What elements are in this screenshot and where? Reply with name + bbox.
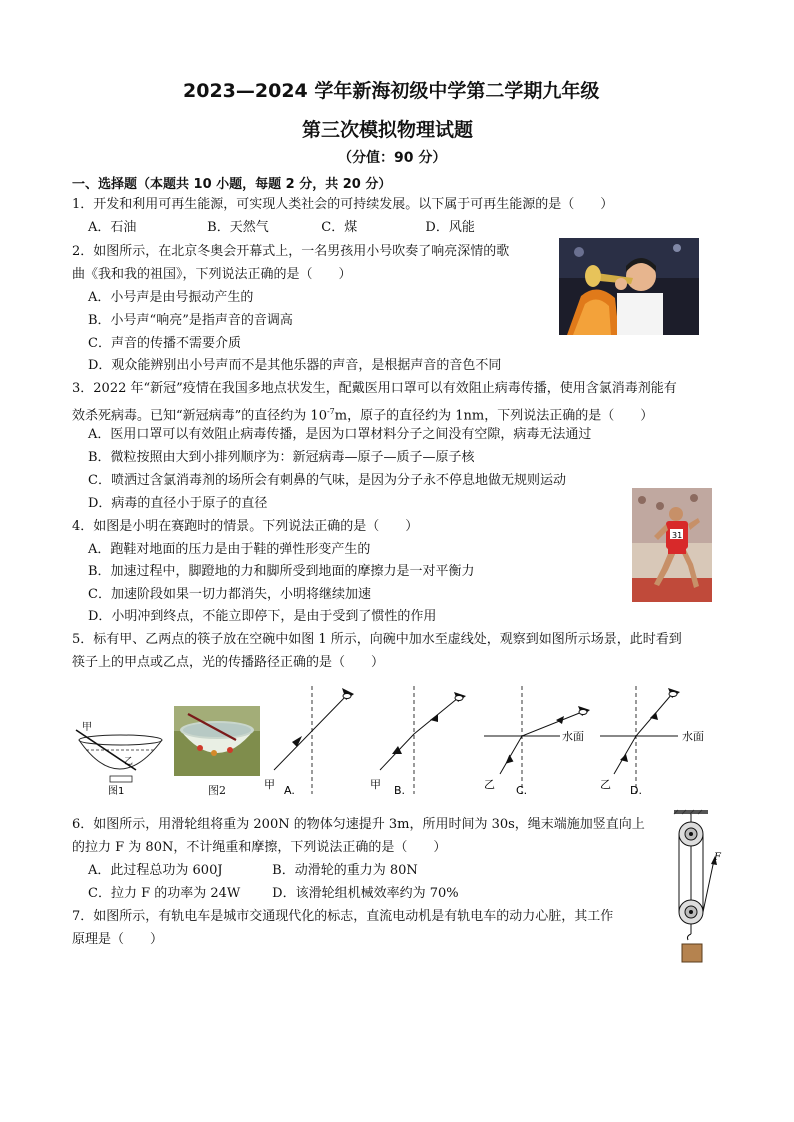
- light-path-option-b[interactable]: [368, 684, 468, 800]
- q6-option-b[interactable]: B．动滑轮的重力为 80N: [272, 863, 418, 878]
- q4-option-c[interactable]: C．加速阶段如果一切力都消失，小明将继续加速: [88, 587, 371, 602]
- q6-stem-line1: 6．如图所示，用滑轮组将重为 200N 的物体匀速提升 3m，所用时间为 30s，绳末端施加竖直向上: [72, 817, 645, 832]
- fig1-caption: 图1: [108, 786, 125, 797]
- opt-d-water-label: 水面: [682, 730, 704, 743]
- pulley-system-diagram: [664, 808, 728, 968]
- figure2-bowl-photo: [174, 706, 260, 776]
- q3-stem-part2: m，原子的直径约为 1nm，下列说法正确的是（ ）: [334, 408, 654, 424]
- opt-b-label-jia: 甲: [370, 778, 381, 791]
- q3-stem-line2: [72, 404, 653, 424]
- q2-option-a[interactable]: A．小号声是由号振动产生的: [88, 290, 254, 305]
- light-path-option-d[interactable]: [594, 684, 722, 800]
- opt-d-label: D.: [630, 784, 642, 797]
- q6-options-row1: [88, 863, 418, 879]
- q1-option-d[interactable]: D．风能: [425, 220, 475, 235]
- light-path-option-a[interactable]: [262, 684, 357, 800]
- opt-c-label: C.: [516, 784, 528, 797]
- q1-options: [88, 220, 475, 236]
- light-path-option-c[interactable]: [476, 684, 600, 800]
- opt-b-label: B.: [394, 784, 406, 797]
- q6-option-c[interactable]: C．拉力 F 的功率为 24W: [88, 886, 241, 901]
- q1-option-a[interactable]: A．石油: [88, 220, 137, 235]
- q6-options-row2: [88, 886, 459, 902]
- figure1-bowl: [74, 720, 169, 800]
- opt-d-label-yi: 乙: [600, 778, 611, 791]
- q4-stem: 4．如图是小明在赛跑时的情景。下列说法正确的是（ ）: [72, 519, 419, 534]
- q2-stem-line2: 曲《我和我的祖国》，下列说法正确的是（ ）: [72, 267, 352, 282]
- q4-option-d[interactable]: D．小明冲到终点，不能立即停下，是由于受到了惯性的作用: [88, 609, 437, 624]
- fig1-label-jia: 甲: [82, 722, 92, 733]
- q1-option-c[interactable]: C．煤: [321, 220, 358, 235]
- section-heading: 一、选择题（本题共 10 小题，每题 2 分，共 20 分）: [72, 177, 392, 192]
- q5-stem-line2: 筷子上的甲点或乙点，光的传播路径正确的是（ ）: [72, 655, 385, 670]
- exam-title-line1: 2023—2024 学年新海初级中学第二学期九年级: [183, 80, 600, 102]
- runner-photo: [632, 488, 712, 602]
- q3-option-c[interactable]: C．喷洒过含氯消毒剂的场所会有刺鼻的气味，是因为分子永不停息地做无规则运动: [88, 473, 566, 488]
- opt-c-label-yi: 乙: [484, 778, 495, 791]
- fig1-label-yi: 乙: [124, 757, 134, 767]
- bib-number: 31: [672, 531, 683, 540]
- q3-stem-line1: 3．2022 年“新冠”疫情在我国多地点状发生，配戴医用口罩可以有效阻止病毒传播，使用含氯消毒剂能有: [72, 381, 677, 396]
- force-label: F: [714, 852, 721, 863]
- q4-option-a[interactable]: A．跑鞋对地面的压力是由于鞋的弹性形变产生的: [88, 542, 371, 557]
- q6-option-d[interactable]: D．该滑轮组机械效率约为 70%: [272, 886, 459, 901]
- fig2-caption: 图2: [208, 784, 226, 797]
- q1-stem: 1．开发和利用可再生能源，可实现人类社会的可持续发展。以下属于可再生能源的是（ ）: [72, 197, 614, 212]
- q6-option-a[interactable]: A．此过程总功为 600J: [88, 863, 223, 878]
- trumpet-boy-photo: [559, 238, 699, 335]
- q7-stem-line2: 原理是（ ）: [72, 932, 164, 947]
- q3-stem-part1: 效杀死病毒。已知“新冠病毒”的直径约为 10: [72, 408, 327, 424]
- q2-stem-line1: 2．如图所示，在北京冬奥会开幕式上，一名男孩用小号吹奏了响亮深情的歌: [72, 244, 510, 259]
- q3-option-b[interactable]: B．微粒按照由大到小排列顺序为：新冠病毒—原子—质子—原子核: [88, 450, 475, 465]
- q2-option-c[interactable]: C．声音的传播不需要介质: [88, 336, 241, 351]
- opt-c-water-label: 水面: [562, 730, 584, 743]
- q3-option-a[interactable]: A．医用口罩可以有效阻止病毒传播，是因为口罩材料分子之间没有空隙，病毒无法通过: [88, 427, 592, 442]
- q2-option-d[interactable]: D．观众能辨别出小号声而不是其他乐器的声音，是根据声音的音色不同: [88, 358, 502, 373]
- opt-a-label: A.: [284, 784, 295, 797]
- q6-stem-line2: 的拉力 F 为 80N，不计绳重和摩擦，下列说法正确的是（ ）: [72, 840, 447, 855]
- opt-a-label-jia: 甲: [264, 778, 275, 791]
- q3-option-d[interactable]: D．病毒的直径小于原子的直径: [88, 496, 268, 511]
- q1-option-b[interactable]: B．天然气: [207, 220, 269, 235]
- exam-title-line2: 第三次模拟物理试题: [302, 119, 474, 141]
- q4-option-b[interactable]: B．加速过程中，脚蹬地的力和脚所受到地面的摩擦力是一对平衡力: [88, 564, 475, 579]
- q2-option-b[interactable]: B．小号声“响亮”是指声音的音调高: [88, 313, 293, 328]
- score-note: （分值：90 分）: [338, 150, 447, 166]
- q5-stem-line1: 5．标有甲、乙两点的筷子放在空碗中如图 1 所示，向碗中加水至虚线处，观察到如图所示场景，此时看到: [72, 632, 682, 647]
- q3-exponent: -7: [326, 407, 335, 416]
- q7-stem-line1: 7．如图所示，有轨电车是城市交通现代化的标志，直流电动机是有轨电车的动力心脏，其工作: [72, 909, 614, 924]
